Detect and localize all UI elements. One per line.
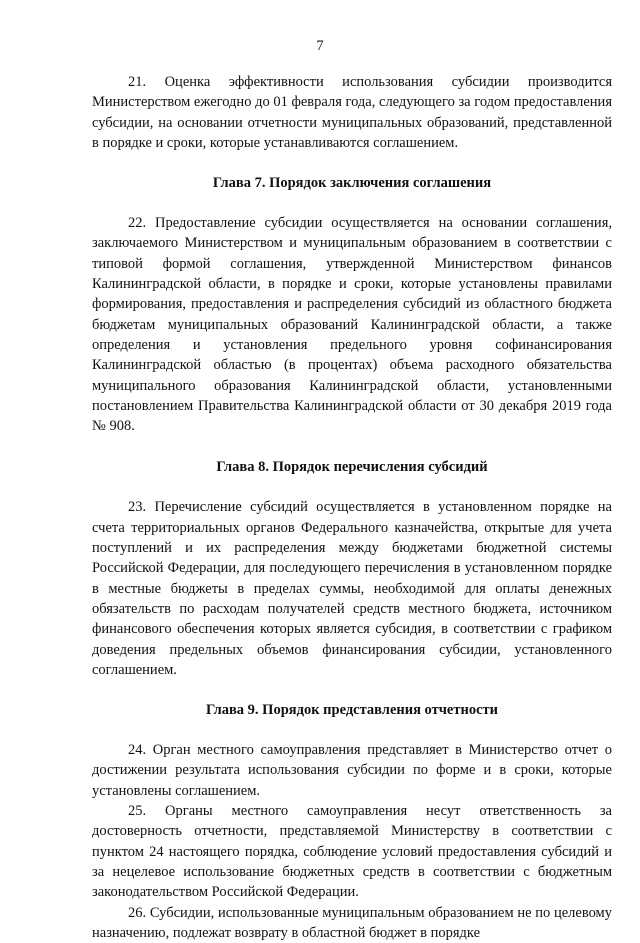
paragraph-21: 21. Оценка эффективности использования субсидии производится Министерством ежегодно до 01 февраля года, следующего за годом предоставления субсидии, на основании отчетности муниципальных образований, представленной в порядке и сроки, которые устанавливаются соглашением. — [92, 72, 612, 153]
chapter-8-heading: Глава 8. Порядок перечисления субсидий — [92, 457, 612, 477]
paragraph-26: 26. Субсидии, использованные муниципальным образованием не по целевому назначению, подлежат возврату в областной бюджет в порядке — [92, 903, 612, 943]
paragraph-22: 22. Предоставление субсидии осуществляется на основании соглашения, заключаемого Министерством и муниципальным образованием в соответствии с типовой формой соглашения, утвержденной Министерством финансов Калининградской области, в порядке и сроки, которые установлены правилами формирования, предоставления и распределения субсидий из областного бюджета бюджетам муниципальных образований Калининградской области, а также определения и установления предельного уровня софинансирования Калининградской областью (в процентах) объема расходного обязательства муниципального образования Калининградской области, установленными постановлением Правительства Калининградской области от 30 декабря 2019 года № 908. — [92, 213, 612, 436]
paragraph-25: 25. Органы местного самоуправления несут ответственность за достоверность отчетности, представляемой Министерству в соответствии с пунктом 24 настоящего порядка, соблюдение условий предоставления субсидий и за нецелевое использование бюджетных средств в соответствии с бюджетным законодательством Российской Федерации. — [92, 801, 612, 902]
paragraph-24: 24. Орган местного самоуправления представляет в Министерство отчет о достижении результата использования субсидии по форме и в сроки, которые установлены соглашением. — [92, 740, 612, 801]
paragraph-23: 23. Перечисление субсидий осуществляется в установленном порядке на счета территориальных органов Федерального казначейства, открытые для учета поступлений и их распределения между бюджетами бюджетной системы Российской Федерации, для последующего перечисления в установленном порядке в местные бюджеты в пределах суммы, необходимой для оплаты денежных обязательств по расходам получателей средств местного бюджета, источником финансового обеспечения которых является субсидия, в соответствии с графиком доведения предельных объемов финансирования субсидии, установленного соглашением. — [92, 497, 612, 680]
document-body — [92, 72, 612, 943]
page-number: 7 — [0, 38, 640, 55]
chapter-7-heading: Глава 7. Порядок заключения соглашения — [92, 173, 612, 193]
chapter-9-heading: Глава 9. Порядок представления отчетности — [92, 700, 612, 720]
